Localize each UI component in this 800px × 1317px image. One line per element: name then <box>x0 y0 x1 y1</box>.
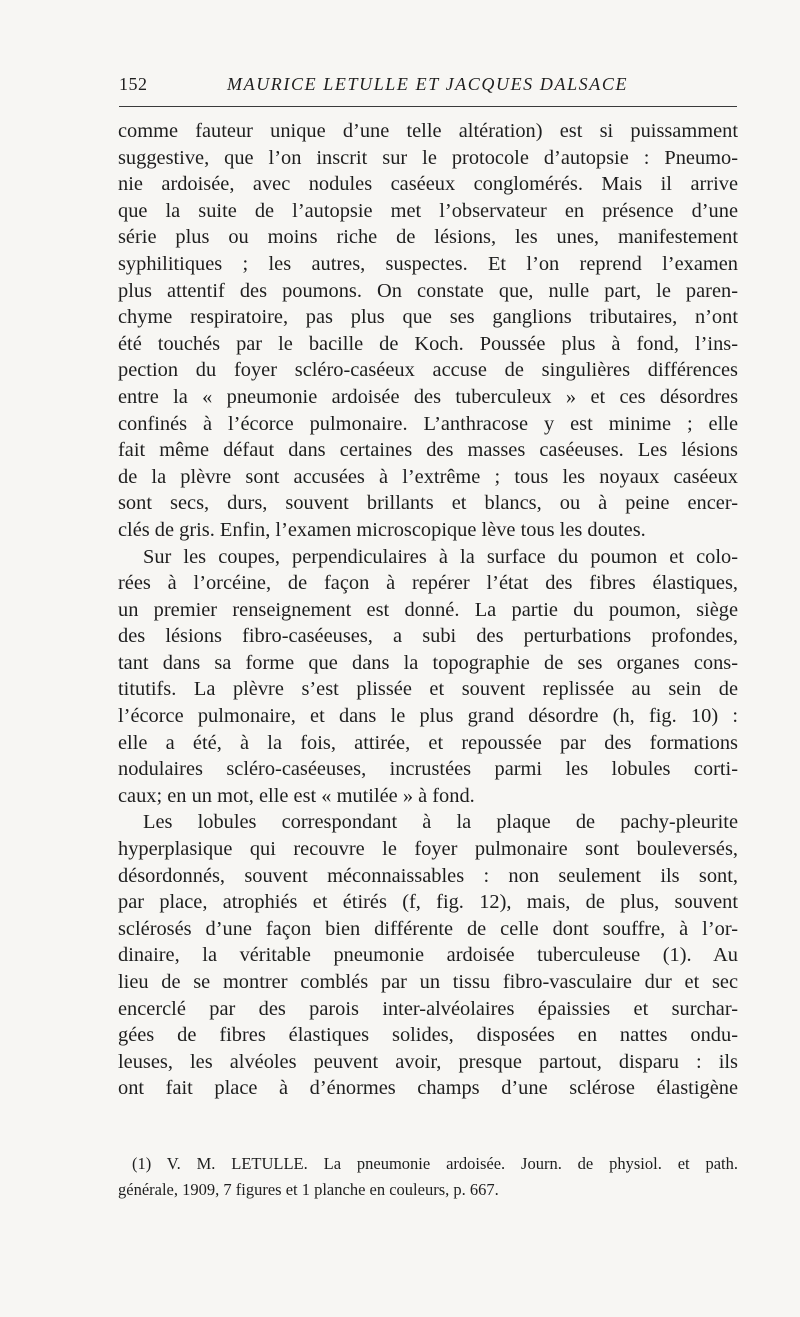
text-line: par place, atrophiés et étirés (f, fig. 12), mais, de plus, souvent <box>118 891 738 914</box>
text-line: comme fauteur unique d’une telle altération) est si puissamment <box>118 120 738 142</box>
text-line: tant dans sa forme que dans la topographie de ses organes cons- <box>118 651 738 674</box>
text-line: elle a été, à la fois, attirée, et repoussée par des formations <box>118 731 738 754</box>
footnote-line: générale, 1909, 7 figures et 1 planche en couleurs, p. 667. <box>118 1180 499 1199</box>
page-header <box>119 74 737 102</box>
text-line: série plus ou moins riche de lésions, les unes, manifestement <box>118 226 738 249</box>
text-line: clés de gris. Enfin, l’examen microscopique lève tous les doutes. <box>118 518 646 541</box>
text-line: encerclé par des parois inter-alvéolaires épaissies et surchar- <box>118 997 738 1020</box>
header-rule <box>119 106 737 107</box>
text-line: sclérosés d’une façon bien différente de celle dont souffre, à l’or- <box>118 917 738 940</box>
text-line: rées à l’orcéine, de façon à repérer l’état des fibres élastiques, <box>118 572 738 595</box>
text-line: entre la « pneumonie ardoisée des tuberculeux » et ces désordres <box>118 385 738 408</box>
text-line: que la suite de l’autopsie met l’observateur en présence d’une <box>118 199 738 222</box>
text-line: suggestive, que l’on inscrit sur le protocole d’autopsie : Pneumo- <box>118 146 738 169</box>
body-text <box>118 118 738 1102</box>
text-line: désordonnés, souvent méconnaissables : non seulement ils sont, <box>118 864 738 887</box>
text-line: gées de fibres élastiques solides, disposées en nattes ondu- <box>118 1024 738 1047</box>
text-line: caux; en un mot, elle est « mutilée » à fond. <box>118 784 475 807</box>
text-line: pection du foyer scléro-caséeux accuse de singulières différences <box>118 359 738 382</box>
running-head: MAURICE LETULLE ET JACQUES DALSACE <box>227 74 629 94</box>
text-line: confinés à l’écorce pulmonaire. L’anthracose y est minime ; elle <box>118 412 738 435</box>
text-line: lieu de se montrer comblés par un tissu fibro-vasculaire dur et sec <box>118 971 738 993</box>
text-line: plus attentif des poumons. On constate que, nulle part, le paren- <box>118 279 738 302</box>
text-line: été touchés par le bacille de Koch. Poussée plus à fond, l’ins- <box>118 332 738 355</box>
text-line: nodulaires scléro-caséeuses, incrustées parmi les lobules corti- <box>118 758 738 781</box>
text-line: Sur les coupes, perpendiculaires à la surface du poumon et colo- <box>143 545 738 568</box>
text-line: un premier renseignement est donné. La partie du poumon, siège <box>118 598 738 621</box>
footnote-line: (1) V. M. LETULLE. La pneumonie ardoisée. Journ. de physiol. et path. <box>132 1154 738 1173</box>
text-line: sont secs, durs, souvent brillants et blancs, ou à peine encer- <box>118 492 738 515</box>
text-line: dinaire, la véritable pneumonie ardoisée tuberculeuse (1). Au <box>118 944 738 967</box>
text-line: syphilitiques ; les autres, suspectes. Et l’on reprend l’examen <box>118 252 738 275</box>
footnote <box>118 1151 738 1203</box>
text-line: leuses, les alvéoles peuvent avoir, presque partout, disparu : ils <box>118 1050 738 1073</box>
text-line: hyperplasique qui recouvre le foyer pulmonaire sont bouleversés, <box>118 838 738 861</box>
text-line: des lésions fibro-caséeuses, a subi des perturbations profondes, <box>118 625 738 648</box>
text-line: nie ardoisée, avec nodules caséeux conglomérés. Mais il arrive <box>118 173 738 196</box>
text-line: ont fait place à d’énormes champs d’une sclérose élastigène <box>118 1077 738 1100</box>
page-number: 152 <box>119 74 148 94</box>
text-line: l’écorce pulmonaire, et dans le plus grand désordre (h, fig. 10) : <box>118 705 738 728</box>
text-line: fait même défaut dans certaines des masses caséeuses. Les lésions <box>118 439 738 462</box>
text-line: de la plèvre sont accusées à l’extrême ; tous les noyaux caséeux <box>118 465 738 488</box>
text-line: Les lobules correspondant à la plaque de pachy-pleurite <box>143 811 738 834</box>
text-line: titutifs. La plèvre s’est plissée et souvent replissée au sein de <box>118 678 738 701</box>
text-line: chyme respiratoire, pas plus que ses ganglions tributaires, n’ont <box>118 306 738 329</box>
